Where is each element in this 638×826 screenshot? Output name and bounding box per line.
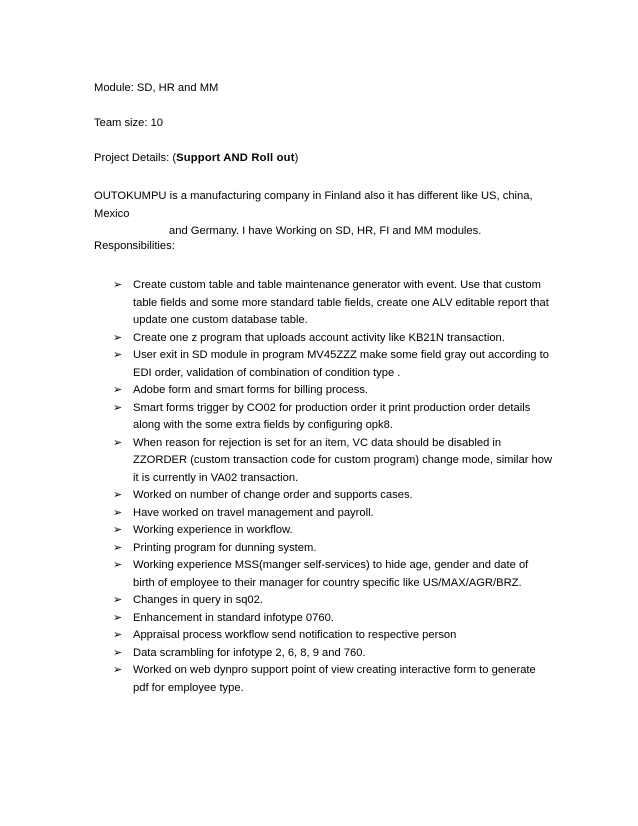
responsibilities-list <box>113 277 553 697</box>
arrow-bullet-icon: ➢ <box>113 629 123 641</box>
responsibility-text: Appraisal process workflow send notification to respective person <box>133 629 457 641</box>
arrow-bullet-icon: ➢ <box>113 664 123 676</box>
team-size-line: Team size: 10 <box>94 117 164 129</box>
company-description-line2: and Germany. I have Working on SD, HR, FI and MM modules. <box>169 225 482 237</box>
arrow-bullet-icon: ➢ <box>113 349 123 361</box>
project-details-line <box>94 150 298 168</box>
arrow-bullet-icon: ➢ <box>113 489 123 501</box>
responsibility-text: Worked on web dynpro support point of view creating interactive form to generate pdf for employee type. <box>133 664 536 694</box>
arrow-bullet-icon: ➢ <box>113 506 123 519</box>
responsibility-text: Printing program for dunning system. <box>133 541 317 554</box>
responsibility-item <box>113 627 553 645</box>
arrow-bullet-icon: ➢ <box>113 384 123 396</box>
responsibility-item <box>113 610 553 628</box>
arrow-bullet-icon: ➢ <box>113 279 123 291</box>
arrow-bullet-icon: ➢ <box>113 331 123 344</box>
responsibility-item <box>113 540 553 558</box>
module-line: Module: SD, HR and MM <box>94 82 219 94</box>
arrow-bullet-icon: ➢ <box>113 401 123 414</box>
responsibility-text: Create one z program that uploads account activity like KB21N transaction. <box>133 331 505 344</box>
arrow-bullet-icon: ➢ <box>113 541 123 554</box>
responsibility-text: Working experience in workflow. <box>133 524 293 536</box>
project-details-suffix: ) <box>294 152 299 164</box>
responsibility-item <box>113 522 553 540</box>
responsibility-item <box>113 505 553 523</box>
responsibility-item <box>113 487 553 505</box>
arrow-bullet-icon: ➢ <box>113 611 123 624</box>
arrow-bullet-icon: ➢ <box>113 436 123 449</box>
responsibilities-heading: Responsibilities: <box>94 240 175 252</box>
responsibility-item <box>113 435 553 488</box>
company-description-line1: OUTOKUMPU is a manufacturing company in Finland also it has different like US, china, Mexico <box>94 190 533 220</box>
responsibility-text: User exit in SD module in program MV45ZZZ make some field gray out according to EDI order, validation of combination of condition type . <box>133 349 549 379</box>
responsibility-text: Smart forms trigger by CO02 for production order it print production order details along with the some extra fields by configuring opk8. <box>133 401 531 431</box>
responsibility-item <box>113 557 553 592</box>
project-details-prefix: Project Details: ( <box>94 152 177 164</box>
responsibility-item <box>113 347 553 382</box>
responsibility-item <box>113 382 553 400</box>
responsibility-item <box>113 662 553 697</box>
arrow-bullet-icon: ➢ <box>113 594 123 606</box>
responsibility-text: Enhancement in standard infotype 0760. <box>133 611 334 624</box>
responsibility-text: When reason for rejection is set for an item, VC data should be disabled in ZZORDER (custom transaction code for custom program) change mode, similar how it is currently in VA02 transaction. <box>133 436 553 484</box>
responsibility-text: Data scrambling for infotype 2, 6, 8, 9 and 760. <box>133 646 366 659</box>
responsibility-item <box>113 592 553 610</box>
responsibility-item <box>113 330 553 348</box>
responsibility-item <box>113 277 553 330</box>
responsibility-text: Create custom table and table maintenance generator with event. Use that custom table fields and some more standard table fields, create one ALV editable report that update one custom database table. <box>133 279 549 326</box>
arrow-bullet-icon: ➢ <box>113 524 123 536</box>
project-details-type: Support AND Roll out <box>176 152 295 164</box>
responsibility-text: Adobe form and smart forms for billing process. <box>133 384 369 396</box>
arrow-bullet-icon: ➢ <box>113 646 123 659</box>
responsibility-text: Have worked on travel management and payroll. <box>133 506 374 519</box>
responsibility-item <box>113 645 553 663</box>
arrow-bullet-icon: ➢ <box>113 559 123 571</box>
company-description <box>94 188 554 241</box>
responsibility-item <box>113 400 553 435</box>
responsibility-text: Changes in query in sq02. <box>133 594 263 606</box>
responsibility-text: Worked on number of change order and supports cases. <box>133 489 413 501</box>
responsibility-text: Working experience MSS(manger self-services) to hide age, gender and date of birth of employee to their manager for country specific like US/MAX/AGR/BRZ. <box>133 559 529 589</box>
